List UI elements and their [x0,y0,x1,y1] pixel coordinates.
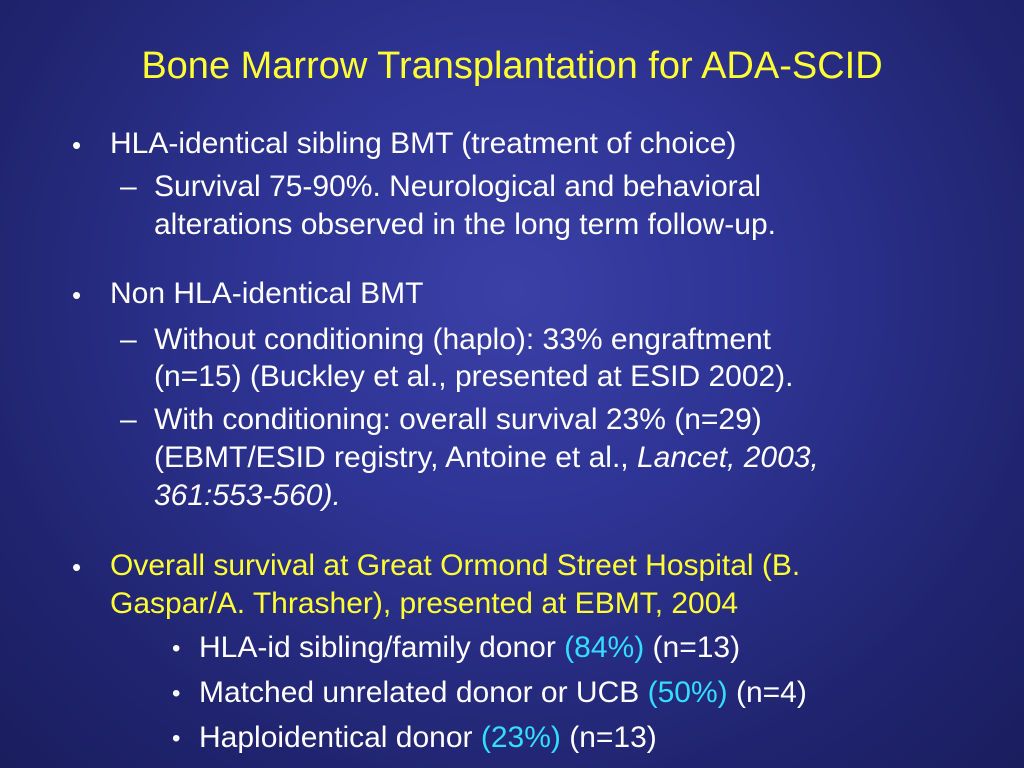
subitem-unrelated-donor [199,673,807,713]
dash-icon: – [120,403,137,436]
bullet-icon: • [72,552,82,582]
citation-pages: 361:553-560). [154,479,341,512]
subitem-count: (n=13) [644,631,741,664]
section-heading-non-hla: Non HLA-identical BMT [110,277,424,310]
subitem-percent: (23%) [480,721,561,754]
subitem-percent: (50%) [647,676,728,709]
bullet-icon: • [72,130,82,160]
subitem-sibling-donor [199,628,740,668]
item-with-conditioning-line2 [154,438,819,478]
bullet-icon: • [172,680,181,707]
bullet-icon: • [172,725,181,752]
item-with-conditioning-line1: With conditioning: overall survival 23% (n=29) [154,403,762,436]
item-with-conditioning-line3 [154,476,341,516]
item-without-conditioning-line1: Without conditioning (haplo): 33% engraftment [154,323,772,356]
citation-journal: Lancet, 2003, [636,441,819,474]
bullet-icon: • [172,635,181,662]
dash-icon: – [120,323,137,356]
subitem-count: (n=4) [727,676,807,709]
subitem-label: Haploidentical donor [199,721,481,754]
subitem-percent: (84%) [564,631,645,664]
slide-title: Bone Marrow Transplantation for ADA-SCID [141,45,883,87]
section-heading-gosh-line2: Gaspar/A. Thrasher), presented at EBMT, 2004 [110,587,739,620]
section-heading-hla-identical: HLA-identical sibling BMT (treatment of choice) [110,127,737,160]
item-without-conditioning-line2: (n=15) (Buckley et al., presented at ESID 2002). [154,360,794,393]
item-survival-line1: Survival 75-90%. Neurological and behavioral [154,170,762,203]
dash-icon: – [120,170,137,203]
subitem-label: Matched unrelated donor or UCB [199,676,648,709]
bullet-icon: • [72,280,82,310]
subitem-count: (n=13) [560,721,657,754]
citation-registry: (EBMT/ESID registry, Antoine et al., [154,441,637,474]
section-heading-gosh-line1: Overall survival at Great Ormond Street Hospital (B. [110,549,801,582]
subitem-haplo-donor [199,718,657,758]
item-survival-line2: alterations observed in the long term follow-up. [154,208,777,241]
subitem-label: HLA-id sibling/family donor [199,631,565,664]
